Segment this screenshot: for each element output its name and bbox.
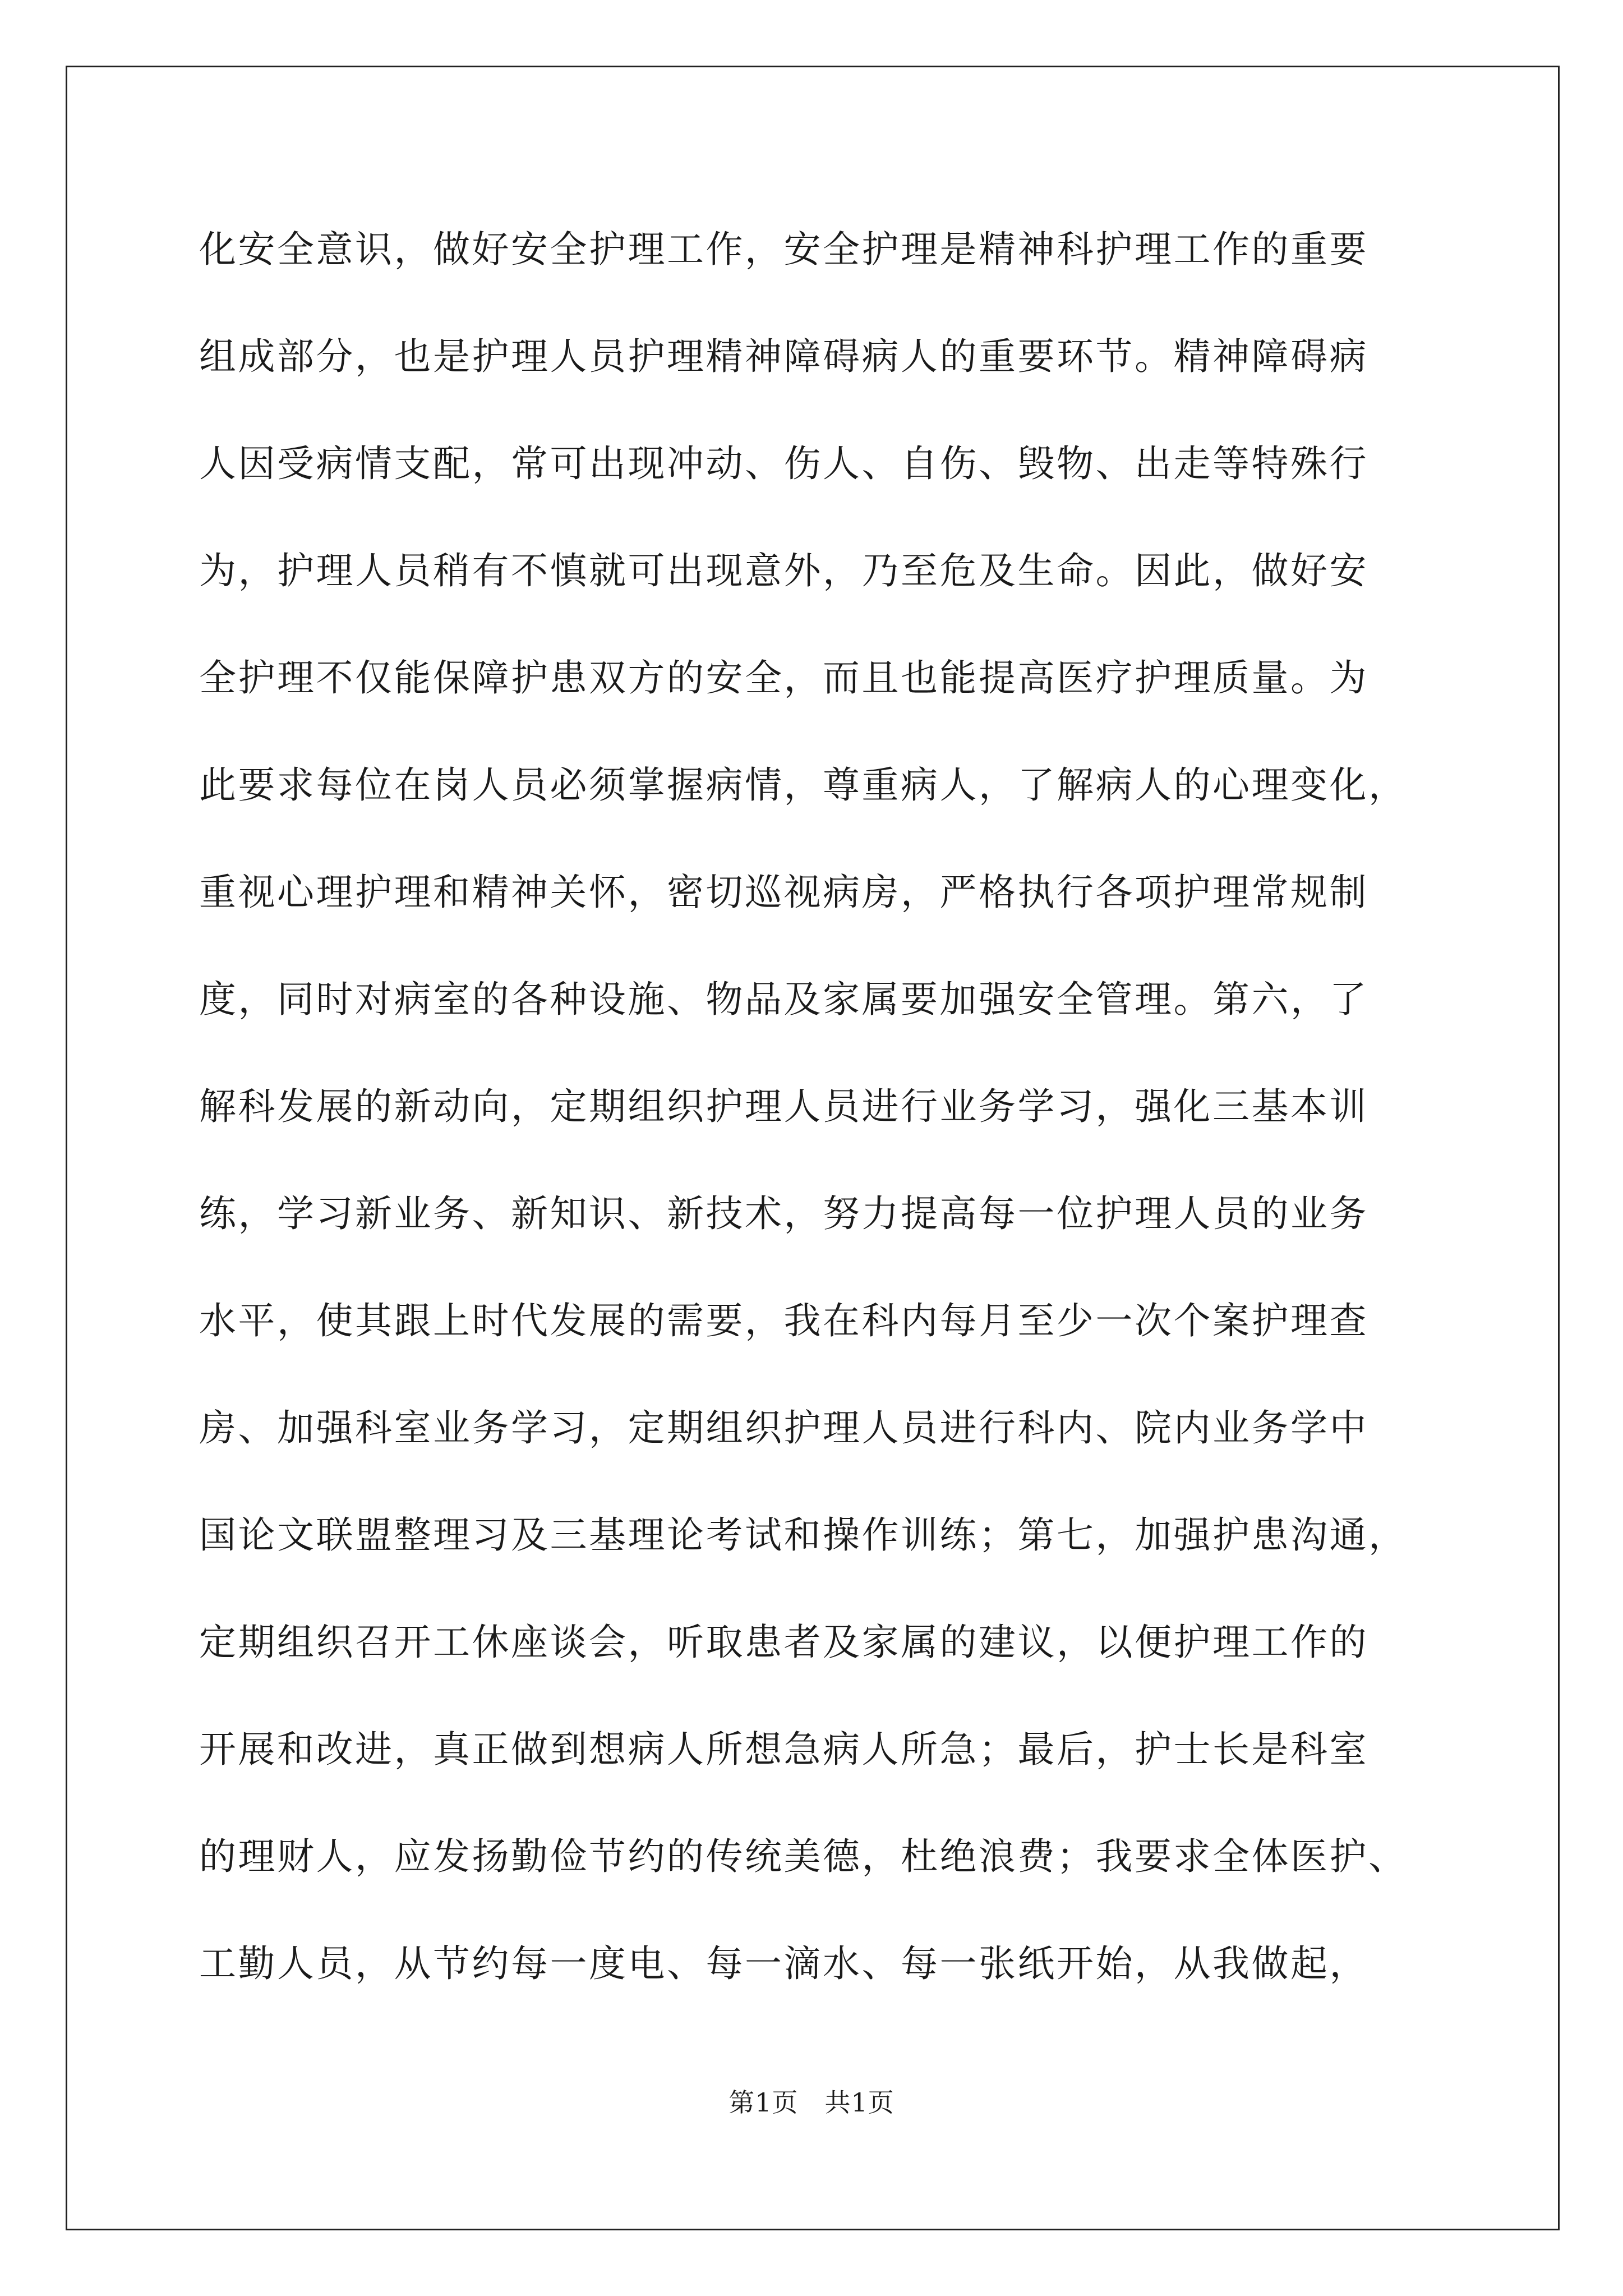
text-line: 化安全意识，做好安全护理工作，安全护理是精神科护理工作的重要 [199,228,1368,271]
text-line: 人因受病情支配，常可出现冲动、伤人、自伤、毁物、出走等特殊行 [199,442,1368,485]
text-line: 练，学习新业务、新知识、新技术，努力提高每一位护理人员的业务 [199,1192,1368,1235]
text-line: 全护理不仅能保障护患双方的安全，而且也能提高医疗护理质量。为 [199,656,1368,700]
document-body [199,213,1433,2035]
text-line: 组成部分，也是护理人员护理精神障碍病人的重要环节。精神障碍病 [199,335,1368,378]
text-line: 房、加强科室业务学习，定期组织护理人员进行科内、院内业务学中 [199,1406,1368,1450]
text-line: 解科发展的新动向，定期组织护理人员进行业务学习，强化三基本训 [199,1085,1368,1128]
text-line: 水平，使其跟上时代发展的需要，我在科内每月至少一次个案护理查 [199,1299,1368,1342]
text-line: 的理财人，应发扬勤俭节约的传统美德，杜绝浪费；我要求全体医护、 [199,1835,1408,1878]
page-number-footer: 第1页 共1页 [728,2087,895,2118]
text-line: 定期组织召开工休座谈会，听取患者及家属的建议，以便护理工作的 [199,1621,1368,1664]
text-line: 开展和改进，真正做到想病人所想急病人所急；最后，护士长是科室 [199,1728,1368,1771]
text-line: 国论文联盟整理习及三基理论考试和操作训练；第七，加强护患沟通， [199,1513,1408,1557]
text-line: 重视心理护理和精神关怀，密切巡视病房，严格执行各项护理常规制 [199,871,1368,914]
text-line: 度，同时对病室的各种设施、物品及家属要加强安全管理。第六，了 [199,978,1368,1021]
text-line: 此要求每位在岗人员必须掌握病情，尊重病人，了解病人的心理变化， [199,763,1408,807]
text-line: 工勤人员，从节约每一度电、每一滴水、每一张纸开始，从我做起， [199,1942,1368,1985]
text-line: 为，护理人员稍有不慎就可出现意外，乃至危及生命。因此，做好安 [199,549,1368,592]
